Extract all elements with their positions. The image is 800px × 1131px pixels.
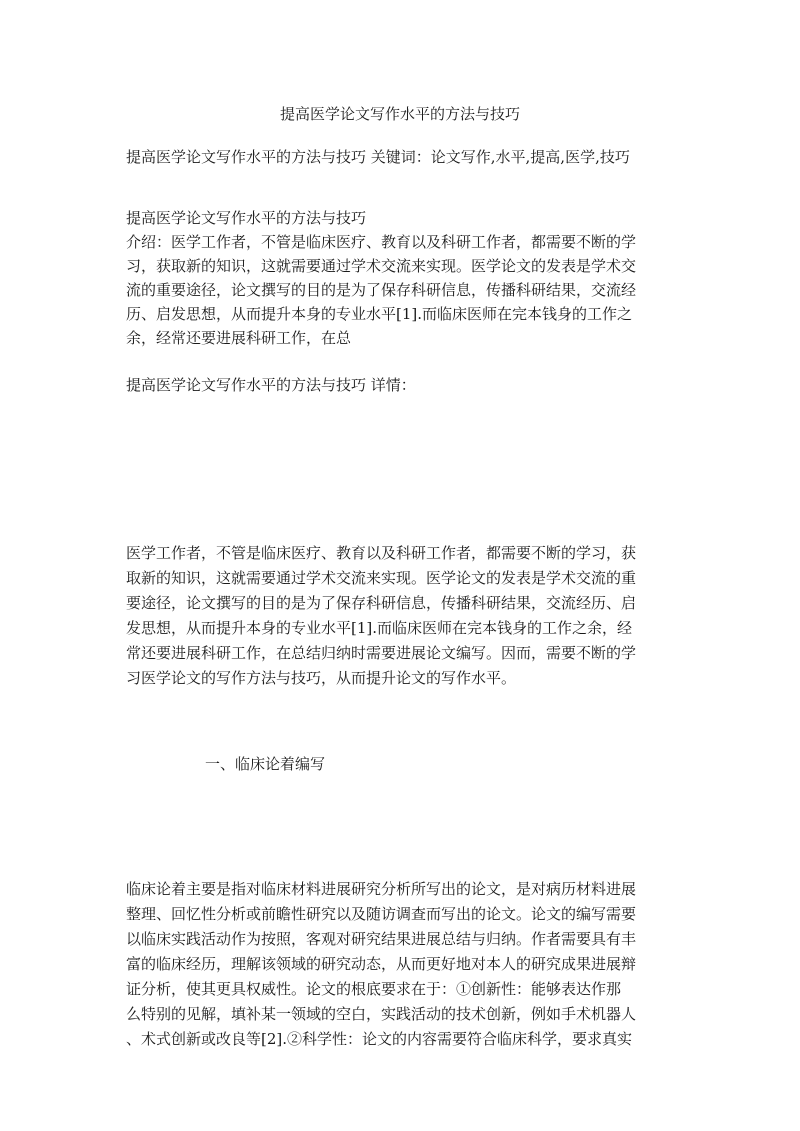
intro-line: 流的重要途径，论文撰写的目的是为了保存科研信息，传播科研结果，交流经 [126,281,637,299]
body-line: 常还要进展科研工作，在总结归纳时需要进展论文编写。因而，需要不断的学 [126,644,637,662]
body-line: 要途径，论文撰写的目的是为了保存科研信息，传播科研结果，交流经历、启 [126,594,637,612]
intro-line: 余，经常还要进展科研工作，在总 [126,329,352,347]
body-line: 取新的知识，这就需要通过学术交流来实现。医学论文的发表是学术交流的重 [126,569,637,587]
body-paragraph [126,541,680,691]
body-line: 习医学论文的写作方法与技巧，从而提升论文的写作水平。 [126,669,517,687]
clinical-line: 临床论着主要是指对临床材料进展研究分析所写出的论文，是对病历材料进展 [126,880,637,898]
document-title: 提高医学论文写作水平的方法与技巧 [279,105,520,123]
section-heading: 一、临床论着编写 [205,755,326,773]
body-line: 医学工作者，不管是临床医疗、教育以及科研工作者，都需要不断的学习，获 [126,544,637,562]
clinical-line: 以临床实践活动作为按照，客观对研究结果进展总结与归纳。作者需要具有丰 [126,930,637,948]
clinical-line: 整理、回忆性分析或前瞻性研究以及随访调查而写出的论文。论文的编写需要 [126,905,637,923]
clinical-paragraph [126,877,680,1052]
intro-heading: 提高医学论文写作水平的方法与技巧 [126,209,367,227]
clinical-line: 、术式创新或改良等[2].②科学性：论文的内容需要符合临床科学，要求真实 [126,1030,633,1048]
keywords-line: 提高医学论文写作水平的方法与技巧 关键词：论文写作,水平,提高,医学,技巧 [126,148,630,166]
clinical-line: 么特别的见解，填补某一领域的空白，实践活动的技术创新，例如手术机器人 [126,1005,637,1023]
clinical-line: 富的临床经历，理解该领域的研究动态，从而更好地对本人的研究成果进展辩 [126,955,637,973]
intro-line: 习，获取新的知识，这就需要通过学术交流来实现。医学论文的发表是学术交 [126,257,637,275]
clinical-line: 证分析，使其更具权威性。论文的根底要求在于：①创新性：能够表达作那 [126,980,622,998]
intro-line: 介绍：医学工作者，不管是临床医疗、教育以及科研工作者，都需要不断的学 [126,233,637,251]
body-line: 发思想，从而提升本身的专业水平[1].而临床医师在完本钱身的工作之余，经 [126,619,633,637]
details-heading: 提高医学论文写作水平的方法与技巧 详情： [126,376,416,394]
intro-line: 历、启发思想，从而提升本身的专业水平[1].而临床医师在完本钱身的工作之 [126,305,633,323]
intro-block [126,206,680,350]
